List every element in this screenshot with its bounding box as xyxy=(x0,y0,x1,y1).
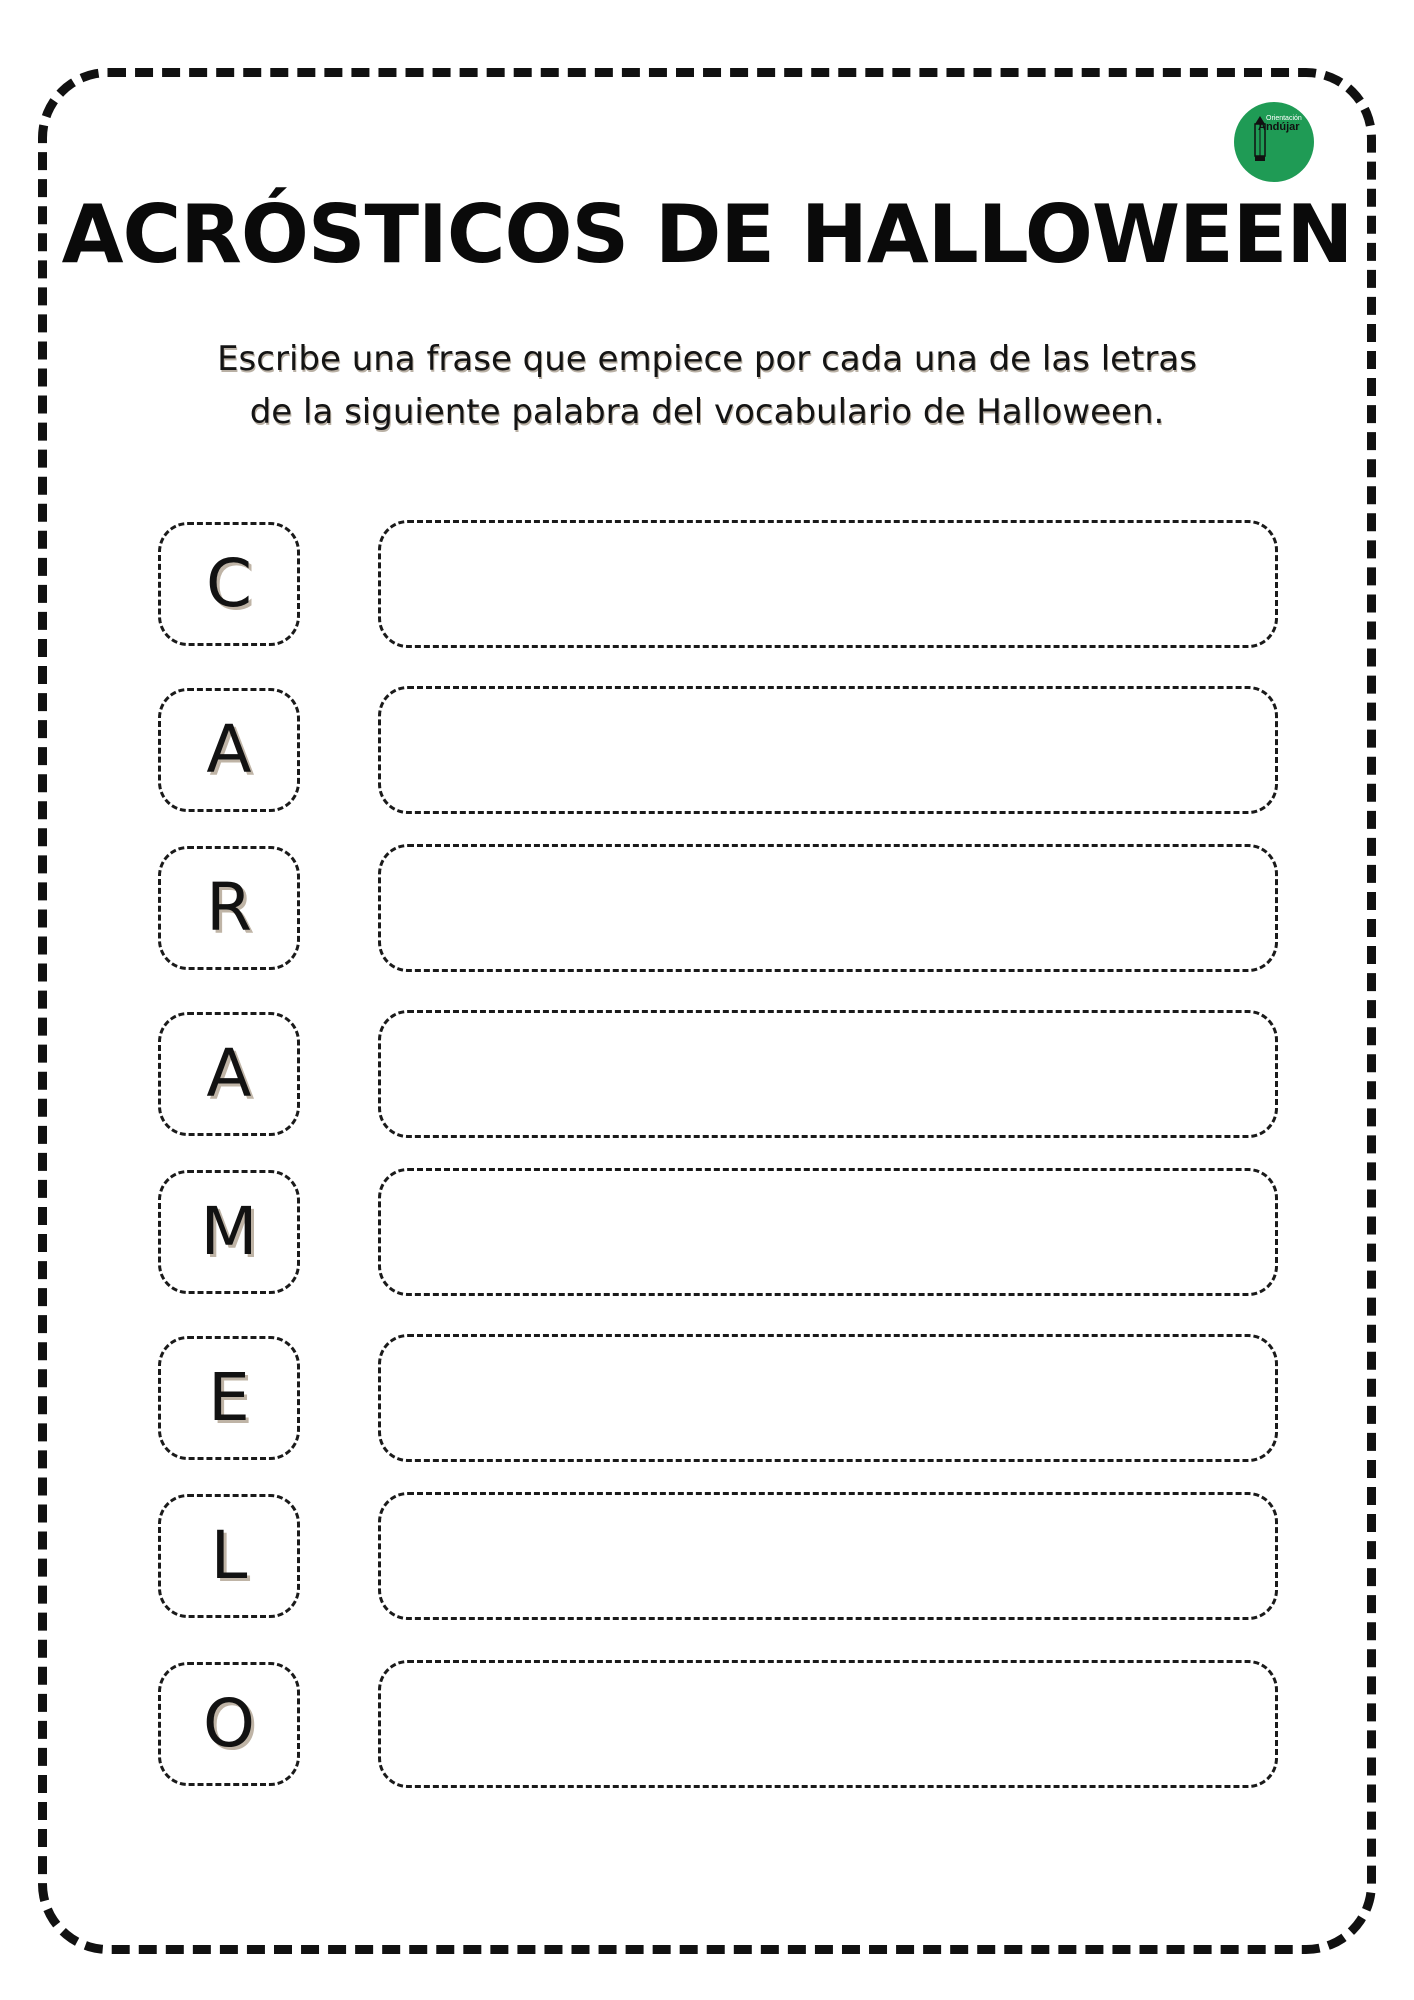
letter-box xyxy=(158,688,300,812)
letter-box xyxy=(158,1336,300,1460)
acrostic-letter: A xyxy=(206,711,252,788)
answer-field[interactable] xyxy=(378,1168,1278,1296)
answer-field[interactable] xyxy=(378,520,1278,648)
logo-text-top: Orientación xyxy=(1266,115,1302,122)
answer-field[interactable] xyxy=(378,1334,1278,1462)
logo-text-bottom: Andújar xyxy=(1258,121,1300,133)
answer-field[interactable] xyxy=(378,1492,1278,1620)
acrostic-row xyxy=(158,686,1278,814)
acrostic-letter: C xyxy=(205,545,253,622)
answer-field[interactable] xyxy=(378,686,1278,814)
letter-box xyxy=(158,1012,300,1136)
letter-box xyxy=(158,522,300,646)
acrostic-row xyxy=(158,1334,1278,1462)
letter-box xyxy=(158,1662,300,1786)
acrostic-row xyxy=(158,1492,1278,1620)
acrostic-letter: M xyxy=(200,1193,258,1270)
instructions-line-1: Escribe una frase que empiece por cada una de las letras xyxy=(217,339,1197,379)
acrostic-row xyxy=(158,520,1278,648)
acrostic-letter: O xyxy=(203,1685,255,1762)
answer-field[interactable] xyxy=(378,844,1278,972)
answer-field[interactable] xyxy=(378,1010,1278,1138)
acrostic-row xyxy=(158,1168,1278,1296)
acrostic-letter: E xyxy=(208,1359,250,1436)
answer-field[interactable] xyxy=(378,1660,1278,1788)
page-title: ACRÓSTICOS DE HALLOWEEN xyxy=(61,188,1353,281)
acrostic-letter: R xyxy=(206,869,252,946)
acrostic-row xyxy=(158,1010,1278,1138)
acrostic-letter: L xyxy=(210,1517,248,1594)
acrostic-row xyxy=(158,844,1278,972)
acrostic-row xyxy=(158,1660,1278,1788)
letter-box xyxy=(158,846,300,970)
letter-box xyxy=(158,1494,300,1618)
letter-box xyxy=(158,1170,300,1294)
instructions-line-2: de la siguiente palabra del vocabulario de Halloween. xyxy=(249,392,1165,432)
acrostic-letter: A xyxy=(206,1035,252,1112)
